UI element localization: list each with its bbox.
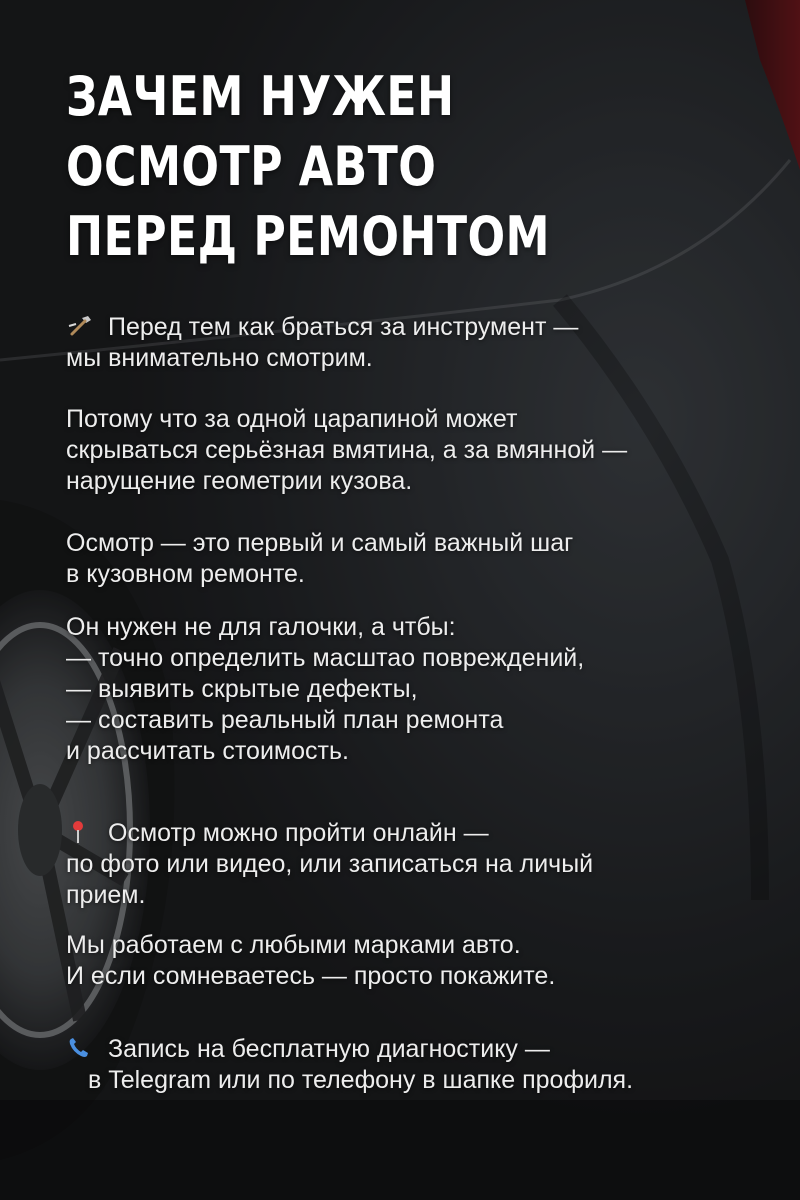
- online-text: Осмотр можно пройти онлайн —: [108, 819, 489, 847]
- title-line: ОСМОТР АВТО: [66, 135, 437, 198]
- purpose-line: — точно определить масштао повреждений,: [66, 644, 585, 672]
- online-line: прием.: [66, 881, 146, 909]
- reason-paragraph: [66, 404, 766, 497]
- signup-paragraph: [66, 1034, 766, 1096]
- inspection-line: Осмотр — это первый и самый важный шаг: [66, 529, 574, 557]
- inspection-line: в кузовном ремонте.: [66, 560, 305, 588]
- hammer-icon: [66, 314, 94, 338]
- pin-icon: [66, 820, 94, 844]
- reason-line: скрываться серьёзная вмятина, а за вмянной —: [66, 436, 628, 464]
- title-line: ЗАЧЕМ НУЖЕН: [66, 65, 455, 128]
- online-line: [66, 818, 766, 849]
- brands-line: Мы работаем с любыми марками авто.: [66, 931, 521, 959]
- purpose-line: Он нужен не для галочки, а чтбы:: [66, 613, 456, 641]
- purpose-line: — составить реальный план ремонта: [66, 706, 504, 734]
- online-line: по фото или видео, или записаться на личый: [66, 850, 594, 878]
- reason-line: Потому что за одной царапиной может: [66, 405, 518, 433]
- purpose-paragraph: [66, 612, 766, 767]
- title-line: ПЕРЕД РЕМОНТОМ: [66, 205, 550, 268]
- online-paragraph: [66, 818, 766, 911]
- signup-text: Запись на бесплатную диагностику —: [108, 1035, 550, 1063]
- signup-line: в Telegram или по телефону в шапке профиля.: [88, 1066, 634, 1094]
- purpose-line: и рассчитать стоимость.: [66, 737, 349, 765]
- inspection-paragraph: [66, 528, 766, 590]
- intro-line: мы внимательно смотрим.: [66, 344, 373, 372]
- intro-text: Перед тем как браться за инструмент —: [108, 313, 579, 341]
- page-title: [66, 62, 550, 272]
- brands-paragraph: [66, 930, 766, 992]
- reason-line: нарущение геометрии кузова.: [66, 467, 413, 495]
- brands-line: И если сомневаетесь — просто покажите.: [66, 962, 556, 990]
- intro-line: [66, 312, 766, 343]
- phone-icon: [66, 1036, 94, 1060]
- purpose-line: — выявить скрытые дефекты,: [66, 675, 418, 703]
- signup-line: [66, 1034, 766, 1065]
- intro-paragraph: [66, 312, 766, 374]
